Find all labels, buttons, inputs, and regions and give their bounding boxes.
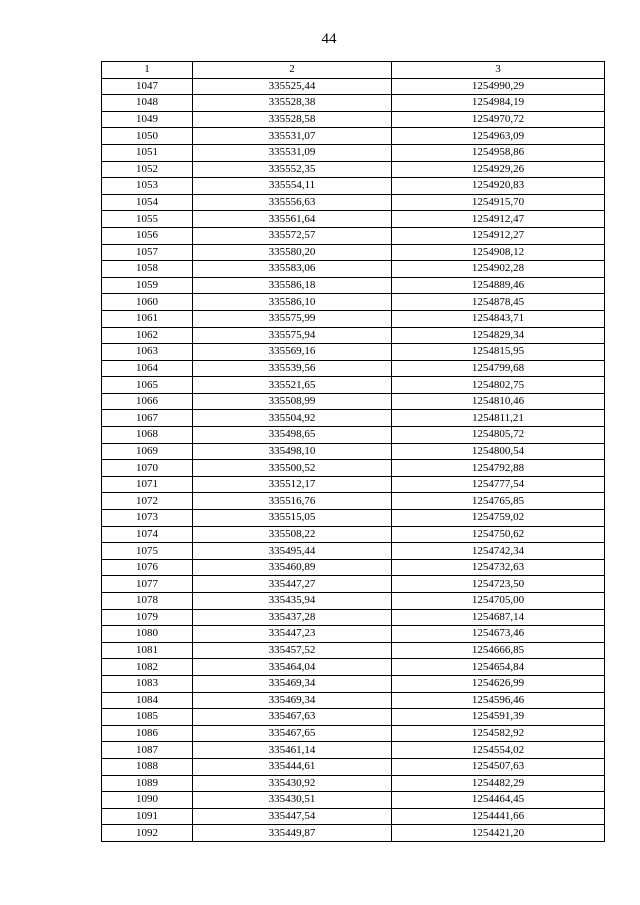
x-coordinate-cell: 335467,65 (193, 725, 392, 742)
y-coordinate-cell: 1254799,68 (392, 360, 605, 377)
point-number-cell: 1071 (102, 476, 193, 493)
point-number-cell: 1076 (102, 559, 193, 576)
point-number-cell: 1063 (102, 344, 193, 361)
y-coordinate-cell: 1254750,62 (392, 526, 605, 543)
y-coordinate-cell: 1254723,50 (392, 576, 605, 593)
y-coordinate-cell: 1254915,70 (392, 194, 605, 211)
x-coordinate-cell: 335500,52 (193, 460, 392, 477)
y-coordinate-cell: 1254878,45 (392, 294, 605, 311)
table-row (102, 111, 605, 128)
table-row (102, 443, 605, 460)
x-coordinate-cell: 335521,65 (193, 377, 392, 394)
y-coordinate-cell: 1254596,46 (392, 692, 605, 709)
point-number-cell: 1078 (102, 593, 193, 610)
x-coordinate-cell: 335447,27 (193, 576, 392, 593)
coordinates-table (101, 61, 605, 842)
x-coordinate-cell: 335461,14 (193, 742, 392, 759)
table-row (102, 775, 605, 792)
point-number-cell: 1058 (102, 261, 193, 278)
y-coordinate-cell: 1254815,95 (392, 344, 605, 361)
table-row (102, 593, 605, 610)
point-number-cell: 1074 (102, 526, 193, 543)
table-row (102, 709, 605, 726)
x-coordinate-cell: 335552,35 (193, 161, 392, 178)
x-coordinate-cell: 335572,57 (193, 227, 392, 244)
y-coordinate-cell: 1254908,12 (392, 244, 605, 261)
y-coordinate-cell: 1254829,34 (392, 327, 605, 344)
point-number-cell: 1084 (102, 692, 193, 709)
page-number: 44 (321, 31, 337, 47)
y-coordinate-cell: 1254673,46 (392, 626, 605, 643)
y-coordinate-cell: 1254912,27 (392, 227, 605, 244)
table-row (102, 559, 605, 576)
table-row (102, 692, 605, 709)
y-coordinate-cell: 1254805,72 (392, 427, 605, 444)
point-number-cell: 1050 (102, 128, 193, 145)
table-row (102, 128, 605, 145)
table-row (102, 792, 605, 809)
y-coordinate-cell: 1254810,46 (392, 393, 605, 410)
y-coordinate-cell: 1254554,02 (392, 742, 605, 759)
x-coordinate-cell: 335580,20 (193, 244, 392, 261)
table-row (102, 78, 605, 95)
point-number-cell: 1083 (102, 675, 193, 692)
y-coordinate-cell: 1254507,63 (392, 758, 605, 775)
table-row (102, 725, 605, 742)
point-number-cell: 1085 (102, 709, 193, 726)
x-coordinate-cell: 335508,22 (193, 526, 392, 543)
table-row (102, 327, 605, 344)
x-coordinate-cell: 335437,28 (193, 609, 392, 626)
y-coordinate-cell: 1254802,75 (392, 377, 605, 394)
table-row (102, 427, 605, 444)
table-row (102, 808, 605, 825)
point-number-cell: 1089 (102, 775, 193, 792)
table-row (102, 476, 605, 493)
y-coordinate-cell: 1254800,54 (392, 443, 605, 460)
table-row (102, 659, 605, 676)
x-coordinate-cell: 335460,89 (193, 559, 392, 576)
x-coordinate-cell: 335515,05 (193, 510, 392, 527)
point-number-cell: 1066 (102, 393, 193, 410)
point-number-cell: 1048 (102, 95, 193, 112)
x-coordinate-cell: 335504,92 (193, 410, 392, 427)
table-row (102, 742, 605, 759)
x-coordinate-cell: 335467,63 (193, 709, 392, 726)
point-number-cell: 1072 (102, 493, 193, 510)
table-row (102, 543, 605, 560)
point-number-cell: 1091 (102, 808, 193, 825)
point-number-cell: 1062 (102, 327, 193, 344)
point-number-cell: 1069 (102, 443, 193, 460)
table-header (102, 62, 605, 79)
point-number-cell: 1082 (102, 659, 193, 676)
x-coordinate-cell: 335430,92 (193, 775, 392, 792)
y-coordinate-cell: 1254464,45 (392, 792, 605, 809)
x-coordinate-cell: 335435,94 (193, 593, 392, 610)
point-number-cell: 1079 (102, 609, 193, 626)
table-row (102, 758, 605, 775)
y-coordinate-cell: 1254742,34 (392, 543, 605, 560)
point-number-cell: 1081 (102, 642, 193, 659)
y-coordinate-cell: 1254765,85 (392, 493, 605, 510)
table-row (102, 510, 605, 527)
x-coordinate-cell: 335561,64 (193, 211, 392, 228)
table-row (102, 642, 605, 659)
point-number-cell: 1065 (102, 377, 193, 394)
x-coordinate-cell: 335539,56 (193, 360, 392, 377)
y-coordinate-cell: 1254421,20 (392, 825, 605, 842)
point-number-cell: 1061 (102, 310, 193, 327)
y-coordinate-cell: 1254582,92 (392, 725, 605, 742)
x-coordinate-cell: 335569,16 (193, 344, 392, 361)
x-coordinate-cell: 335495,44 (193, 543, 392, 560)
table-row (102, 144, 605, 161)
table-row (102, 493, 605, 510)
point-number-cell: 1064 (102, 360, 193, 377)
y-coordinate-cell: 1254626,99 (392, 675, 605, 692)
x-coordinate-cell: 335583,06 (193, 261, 392, 278)
point-number-cell: 1088 (102, 758, 193, 775)
y-coordinate-cell: 1254984,19 (392, 95, 605, 112)
x-coordinate-cell: 335528,38 (193, 95, 392, 112)
y-coordinate-cell: 1254811,21 (392, 410, 605, 427)
table-header-row (102, 62, 605, 79)
point-number-cell: 1092 (102, 825, 193, 842)
x-coordinate-cell: 335469,34 (193, 692, 392, 709)
y-coordinate-cell: 1254889,46 (392, 277, 605, 294)
table-row (102, 178, 605, 195)
point-number-cell: 1068 (102, 427, 193, 444)
point-number-cell: 1051 (102, 144, 193, 161)
table-row (102, 360, 605, 377)
y-coordinate-cell: 1254963,09 (392, 128, 605, 145)
y-coordinate-cell: 1254759,02 (392, 510, 605, 527)
x-coordinate-cell: 335498,10 (193, 443, 392, 460)
point-number-cell: 1056 (102, 227, 193, 244)
table-row (102, 460, 605, 477)
x-coordinate-cell: 335447,54 (193, 808, 392, 825)
x-coordinate-cell: 335531,07 (193, 128, 392, 145)
table-row (102, 344, 605, 361)
x-coordinate-cell: 335586,18 (193, 277, 392, 294)
table-row (102, 244, 605, 261)
table-row (102, 161, 605, 178)
table-row (102, 227, 605, 244)
column-header-1: 1 (102, 62, 193, 79)
column-header-2: 2 (193, 62, 392, 79)
y-coordinate-cell: 1254902,28 (392, 261, 605, 278)
table-row (102, 95, 605, 112)
point-number-cell: 1087 (102, 742, 193, 759)
point-number-cell: 1053 (102, 178, 193, 195)
table-row (102, 675, 605, 692)
y-coordinate-cell: 1254777,54 (392, 476, 605, 493)
x-coordinate-cell: 335498,65 (193, 427, 392, 444)
x-coordinate-cell: 335556,63 (193, 194, 392, 211)
point-number-cell: 1086 (102, 725, 193, 742)
x-coordinate-cell: 335444,61 (193, 758, 392, 775)
x-coordinate-cell: 335512,17 (193, 476, 392, 493)
y-coordinate-cell: 1254792,88 (392, 460, 605, 477)
table-row (102, 294, 605, 311)
y-coordinate-cell: 1254591,39 (392, 709, 605, 726)
y-coordinate-cell: 1254843,71 (392, 310, 605, 327)
point-number-cell: 1060 (102, 294, 193, 311)
y-coordinate-cell: 1254482,29 (392, 775, 605, 792)
point-number-cell: 1052 (102, 161, 193, 178)
point-number-cell: 1057 (102, 244, 193, 261)
table-row (102, 377, 605, 394)
x-coordinate-cell: 335447,23 (193, 626, 392, 643)
point-number-cell: 1067 (102, 410, 193, 427)
x-coordinate-cell: 335586,10 (193, 294, 392, 311)
x-coordinate-cell: 335469,34 (193, 675, 392, 692)
table-row (102, 825, 605, 842)
y-coordinate-cell: 1254654,84 (392, 659, 605, 676)
x-coordinate-cell: 335525,44 (193, 78, 392, 95)
y-coordinate-cell: 1254666,85 (392, 642, 605, 659)
table-row (102, 576, 605, 593)
table-row (102, 211, 605, 228)
table-body (102, 78, 605, 841)
y-coordinate-cell: 1254990,29 (392, 78, 605, 95)
y-coordinate-cell: 1254920,83 (392, 178, 605, 195)
point-number-cell: 1077 (102, 576, 193, 593)
y-coordinate-cell: 1254687,14 (392, 609, 605, 626)
y-coordinate-cell: 1254970,72 (392, 111, 605, 128)
table-row (102, 261, 605, 278)
point-number-cell: 1059 (102, 277, 193, 294)
point-number-cell: 1055 (102, 211, 193, 228)
x-coordinate-cell: 335457,52 (193, 642, 392, 659)
point-number-cell: 1080 (102, 626, 193, 643)
table-row (102, 410, 605, 427)
point-number-cell: 1090 (102, 792, 193, 809)
table-row (102, 626, 605, 643)
table-row (102, 194, 605, 211)
table-row (102, 277, 605, 294)
table-row (102, 393, 605, 410)
x-coordinate-cell: 335464,04 (193, 659, 392, 676)
x-coordinate-cell: 335575,94 (193, 327, 392, 344)
column-header-3: 3 (392, 62, 605, 79)
point-number-cell: 1075 (102, 543, 193, 560)
point-number-cell: 1073 (102, 510, 193, 527)
x-coordinate-cell: 335449,87 (193, 825, 392, 842)
x-coordinate-cell: 335516,76 (193, 493, 392, 510)
point-number-cell: 1070 (102, 460, 193, 477)
y-coordinate-cell: 1254732,63 (392, 559, 605, 576)
x-coordinate-cell: 335554,11 (193, 178, 392, 195)
x-coordinate-cell: 335430,51 (193, 792, 392, 809)
y-coordinate-cell: 1254929,26 (392, 161, 605, 178)
x-coordinate-cell: 335531,09 (193, 144, 392, 161)
x-coordinate-cell: 335528,58 (193, 111, 392, 128)
y-coordinate-cell: 1254958,86 (392, 144, 605, 161)
table-row (102, 609, 605, 626)
point-number-cell: 1054 (102, 194, 193, 211)
point-number-cell: 1049 (102, 111, 193, 128)
y-coordinate-cell: 1254912,47 (392, 211, 605, 228)
x-coordinate-cell: 335575,99 (193, 310, 392, 327)
point-number-cell: 1047 (102, 78, 193, 95)
y-coordinate-cell: 1254441,66 (392, 808, 605, 825)
table-row (102, 526, 605, 543)
x-coordinate-cell: 335508,99 (193, 393, 392, 410)
table-row (102, 310, 605, 327)
y-coordinate-cell: 1254705,00 (392, 593, 605, 610)
